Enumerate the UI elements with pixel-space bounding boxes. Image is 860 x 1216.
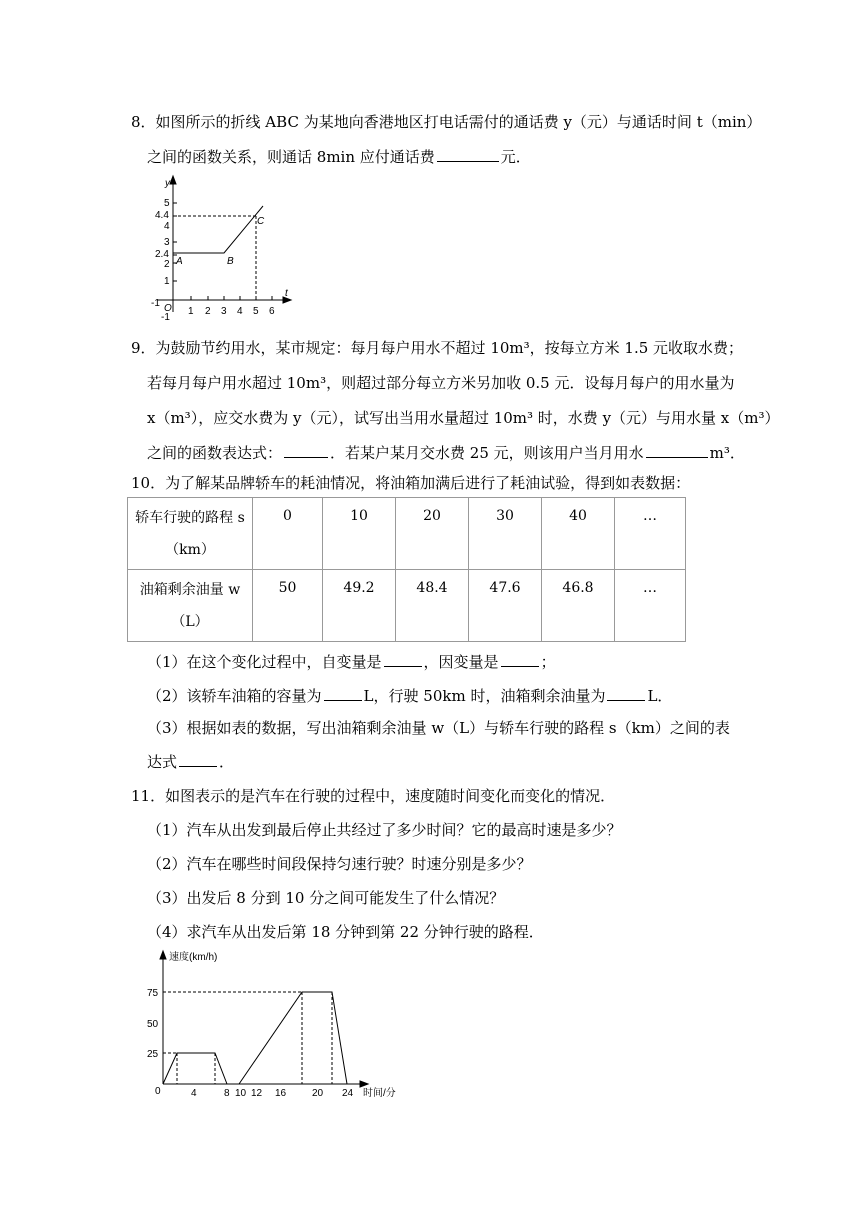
y-tick: 4 [164, 221, 170, 232]
origin-label: O [164, 303, 172, 314]
q10-part1: （1）在这个变化过程中，自变量是 ，因变量是 ； [147, 653, 556, 671]
table-cell: 20 [396, 498, 469, 570]
x-axis-label: 时间/分 [363, 1088, 396, 1099]
x-tick: 20 [312, 1088, 324, 1099]
table-cell: 47.6 [469, 570, 542, 642]
y-tick: 5 [164, 198, 170, 209]
answer-blank [384, 652, 422, 667]
q11-part3: （3）出发后 8 分到 10 分之间可能发生了什么情况？ [147, 889, 505, 907]
table-cell: 50 [253, 570, 323, 642]
point-label-c: C [257, 216, 265, 227]
q9-text-a: 之间的函数表达式： [147, 444, 283, 462]
q10-part2: （2）该轿车油箱的容量为 L，行驶 50km 时，油箱剩余油量为 L． [147, 687, 673, 705]
answer-blank [501, 652, 539, 667]
table-cell: 46.8 [542, 570, 615, 642]
x-tick: 3 [221, 306, 227, 317]
q9-line3: x（m³），应交水费为 y（元），试写出当用水量超过 10m³ 时，水费 y（元）与用水量 x（m³） [147, 409, 780, 427]
table-row [128, 498, 686, 570]
x-tick: -1 [151, 298, 160, 309]
x-tick: 4 [191, 1088, 197, 1099]
q11-graph [145, 948, 410, 1103]
x-tick: 24 [342, 1088, 354, 1099]
y-tick: 2.4 [155, 249, 169, 260]
table-cell: … [615, 498, 686, 570]
table-cell: 10 [323, 498, 396, 570]
q10-line1: 10．为了解某品牌轿车的耗油情况，将油箱加满后进行了耗油试验，得到如表数据： [131, 474, 691, 492]
x-tick: 10 [235, 1088, 247, 1099]
answer-blank [179, 752, 217, 767]
q9-text-b: ．若某户某月交水费 25 元，则该用户当月用水 [330, 444, 644, 462]
x-tick: 0 [155, 1086, 161, 1097]
q10-part3-line2: 达式 ． [147, 753, 235, 771]
table-cell: 30 [469, 498, 542, 570]
table-cell: … [615, 570, 686, 642]
q8-text-b: 元． [500, 148, 531, 166]
x-tick: 8 [224, 1088, 230, 1099]
answer-blank [324, 686, 362, 701]
table-header-cell: 轿车行驶的路程 s （km） [128, 498, 253, 570]
x-tick: 1 [188, 306, 194, 317]
table-cell: 49.2 [323, 570, 396, 642]
answer-blank [437, 147, 499, 162]
x-axis-label: t [285, 288, 288, 299]
x-tick: 12 [251, 1088, 263, 1099]
answer-blank [646, 443, 708, 458]
y-tick: 1 [164, 276, 170, 287]
x-tick: 2 [205, 306, 211, 317]
q9-line2: 若每月每户用水超过 10m³，则超过部分每立方米另加收 0.5 元．设每月每户的用水量为 [147, 374, 735, 392]
fuel-table [127, 497, 686, 642]
x-tick: 6 [269, 306, 275, 317]
table-row [128, 570, 686, 642]
x-tick: 5 [253, 306, 259, 317]
point-label-a: A [176, 256, 183, 267]
q10-part3-line1: （3）根据如表的数据，写出油箱剩余油量 w（L）与轿车行驶的路程 s（km）之间的表 [147, 719, 730, 737]
q9-text-c: m³． [709, 444, 745, 462]
q8-text-a: 之间的函数关系，则通话 8min 应付通话费 [147, 148, 435, 166]
table-cell: 48.4 [396, 570, 469, 642]
answer-blank [284, 443, 328, 458]
y-tick: 75 [147, 988, 159, 999]
point-label-b: B [227, 256, 234, 267]
table-header-cell: 油箱剩余油量 w （L） [128, 570, 253, 642]
y-tick: 2 [164, 259, 170, 270]
answer-blank [607, 686, 645, 701]
y-axis-label: 速度(km/h) [169, 952, 218, 963]
q8-graph [145, 172, 295, 324]
y-tick: -1 [161, 312, 170, 323]
table-cell: 0 [253, 498, 323, 570]
y-tick: 3 [164, 237, 170, 248]
q9-line1: 9．为鼓励节约用水，某市规定：每月每户用水不超过 10m³，按每立方米 1.5 元收取水费； [131, 339, 744, 357]
q8-line1: 8．如图所示的折线 ABC 为某地向香港地区打电话需付的通话费 y（元）与通话时间 t（min） [131, 113, 762, 131]
y-tick: 4.4 [155, 210, 169, 221]
q11-part4: （4）求汽车从出发后第 18 分钟到第 22 分钟行驶的路程． [147, 923, 544, 941]
q9-line4 [147, 443, 745, 463]
y-tick: 50 [147, 1019, 159, 1030]
y-axis-label: y [165, 178, 170, 189]
q11-part1: （1）汽车从出发到最后停止共经过了多少时间？它的最高时速是多少？ [147, 821, 622, 839]
y-tick: 25 [147, 1049, 159, 1060]
table-cell: 40 [542, 498, 615, 570]
q11-part2: （2）汽车在哪些时间段保持匀速行驶？时速分别是多少？ [147, 855, 532, 873]
q11-line1: 11．如图表示的是汽车在行驶的过程中，速度随时间变化而变化的情况． [131, 787, 616, 805]
x-tick: 16 [275, 1088, 287, 1099]
q8-line2 [147, 147, 531, 167]
x-tick: 4 [237, 306, 243, 317]
